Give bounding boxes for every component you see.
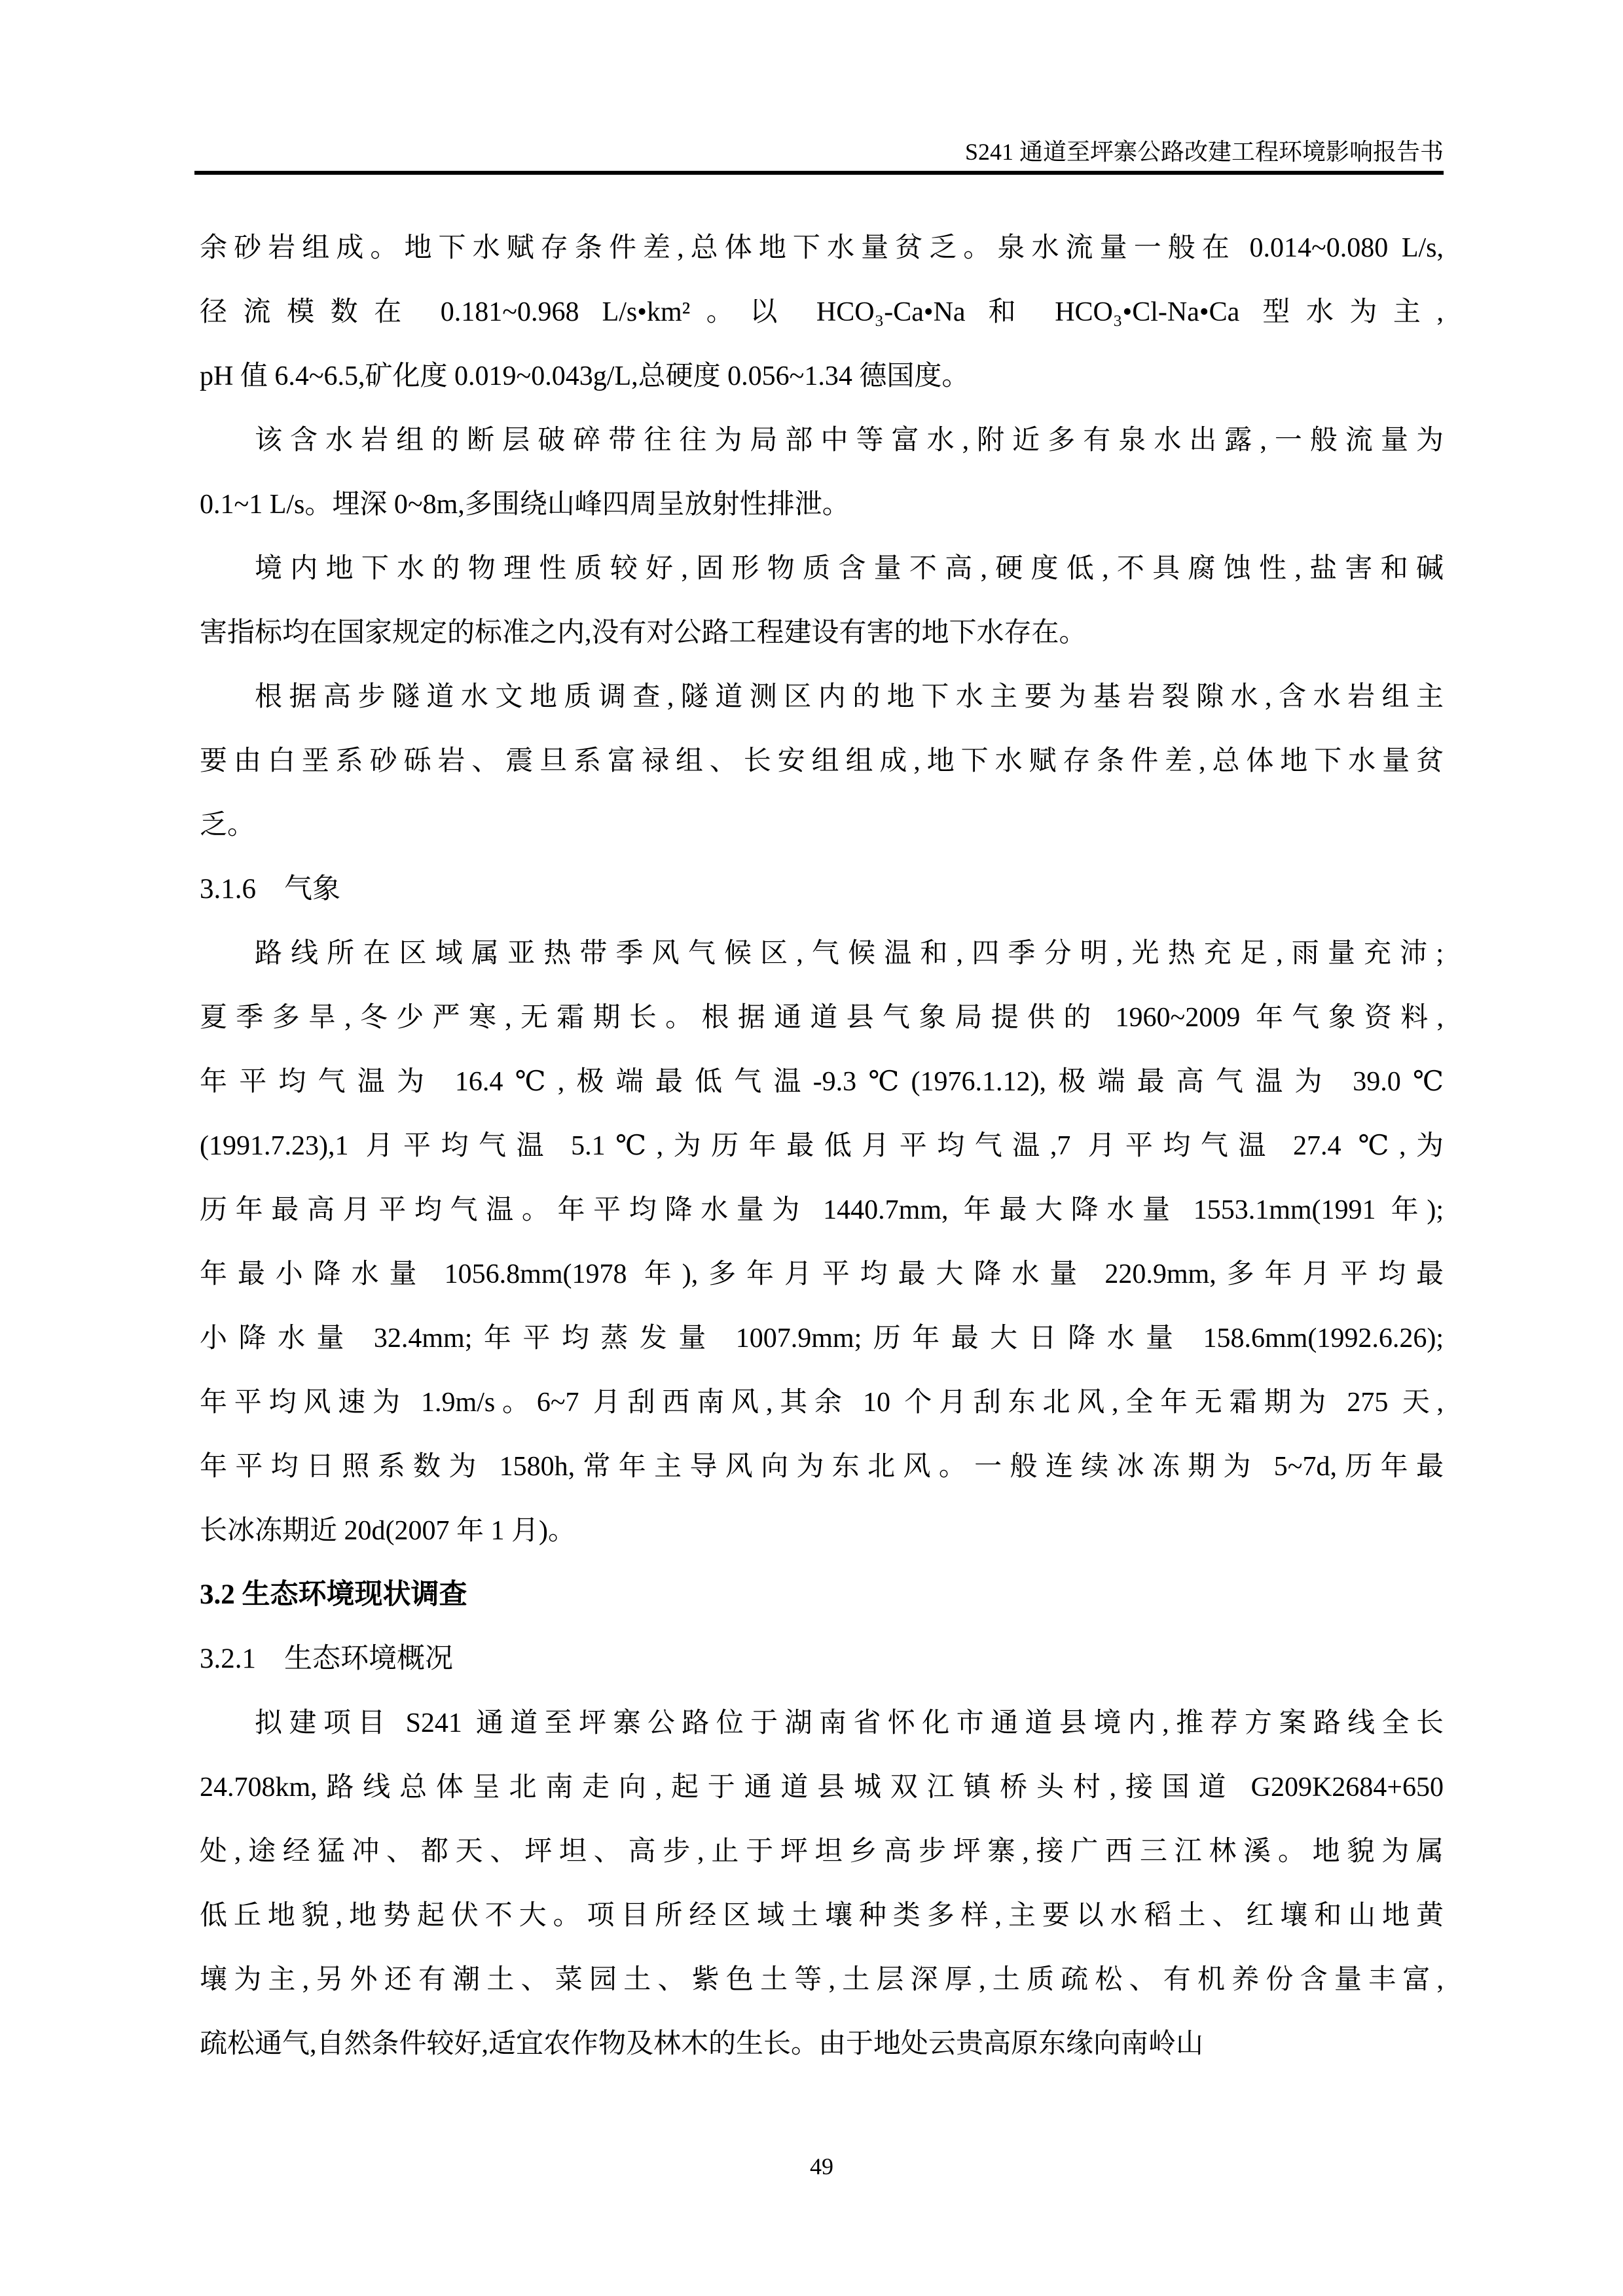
text-line: 年平均风速为 1.9m/s。6~7 月刮西南风,其余 10 个月刮东北风,全年无霜期为 275 天, [200, 1388, 1444, 1418]
paragraph [200, 665, 1444, 857]
paragraph [200, 216, 1444, 408]
text-line: 要由白垩系砂砾岩、震旦系富禄组、长安组组成,地下水赋存条件差,总体地下水量贫 [200, 746, 1444, 776]
text-line: 害指标均在国家规定的标准之内,没有对公路工程建设有害的地下水存在。 [200, 618, 1087, 648]
text-line: 年平均日照系数为 1580h,常年主导风向为东北风。一般连续冰冻期为 5~7d,历年最 [200, 1452, 1444, 1482]
text-line: 0.1~1 L/s。埋深 0~8m,多围绕山峰四周呈放射性排泄。 [200, 490, 850, 520]
text-line: 疏松通气,自然条件较好,适宜农作物及林木的生长。由于地处云贵高原东缘向南岭山 [200, 2029, 1204, 2059]
text-line: 该含水岩组的断层破碎带往往为局部中等富水,附近多有泉水出露,一般流量为 [255, 425, 1444, 456]
text-line: 长冰冻期近 20d(2007 年 1 月)。 [200, 1516, 575, 1546]
text-line: 小降水量 32.4mm;年平均蒸发量 1007.9mm;历年最大日降水量 158.6mm(1992.6.26); [200, 1323, 1444, 1354]
paragraph [200, 922, 1444, 1563]
page-number: 49 [810, 2153, 833, 2179]
text-line: 根据高步隧道水文地质调查,隧道测区内的地下水主要为基岩裂隙水,含水岩组主 [255, 682, 1444, 712]
text-line: 夏季多旱,冬少严寒,无霜期长。根据通道县气象局提供的 1960~2009 年气象资料, [200, 1003, 1444, 1033]
text-line: 年最小降水量 1056.8mm(1978 年),多年月平均最大降水量 220.9mm,多年月平均最 [200, 1259, 1444, 1289]
body-content [200, 216, 1444, 2076]
text-line: 年平均气温为 16.4℃,极端最低气温-9.3℃(1976.1.12),极端最高气温为 39.0℃ [200, 1067, 1444, 1097]
text-line: pH 值 6.4~6.5,矿化度 0.019~0.043g/L,总硬度 0.056~1.34 德国度。 [200, 361, 970, 391]
header-rule [194, 171, 1444, 175]
text-line: 24.708km,路线总体呈北南走向,起于通道县城双江镇桥头村,接国道 G209K2684+650 [200, 1772, 1444, 1803]
text-line: 余砂岩组成。地下水赋存条件差,总体地下水量贫乏。泉水流量一般在 0.014~0.080 L/s, [200, 233, 1444, 263]
text-line: 路线所在区域属亚热带季风气候区,气候温和,四季分明,光热充足,雨量充沛; [255, 939, 1444, 969]
text-line: 乏。 [200, 810, 255, 840]
section-heading: 3.2.1 生态环境概况 [200, 1643, 453, 1674]
section-heading: 3.2 生态环境现状调查 [200, 1579, 467, 1610]
text-line: 壤为主,另外还有潮土、菜园土、紫色土等,土层深厚,土质疏松、有机养份含量丰富, [200, 1965, 1444, 1995]
paragraph [200, 537, 1444, 665]
text-line: 低丘地貌,地势起伏不大。项目所经区域土壤种类多样,主要以水稻土、红壤和山地黄 [200, 1901, 1444, 1931]
paragraph [200, 1691, 1444, 2076]
text-line: 处,途经猛冲、都天、坪坦、高步,止于坪坦乡高步坪寨,接广西三江林溪。地貌为属 [200, 1837, 1444, 1867]
text-line: 径流模数在 0.181~0.968 L/s•km²。以 HCO₃-Ca•Na 和 HCO₃•Cl-Na•Ca 型水为主, [200, 297, 1444, 327]
text-line: 境内地下水的物理性质较好,固形物质含量不高,硬度低,不具腐蚀性,盐害和碱 [255, 554, 1444, 584]
text-line: 拟建项目 S241 通道至坪寨公路位于湖南省怀化市通道县境内,推荐方案路线全长 [255, 1708, 1444, 1738]
text-line: 历年最高月平均气温。年平均降水量为 1440.7mm, 年最大降水量 1553.1mm(1991 年); [200, 1195, 1444, 1225]
text-line: (1991.7.23),1 月平均气温 5.1℃,为历年最低月平均气温,7 月平均气温 27.4 ℃,为 [200, 1131, 1444, 1161]
paragraph [200, 408, 1444, 537]
running-header-title: S241 通道至坪寨公路改建工程环境影响报告书 [964, 139, 1444, 165]
section-heading: 3.1.6 气象 [200, 874, 340, 905]
